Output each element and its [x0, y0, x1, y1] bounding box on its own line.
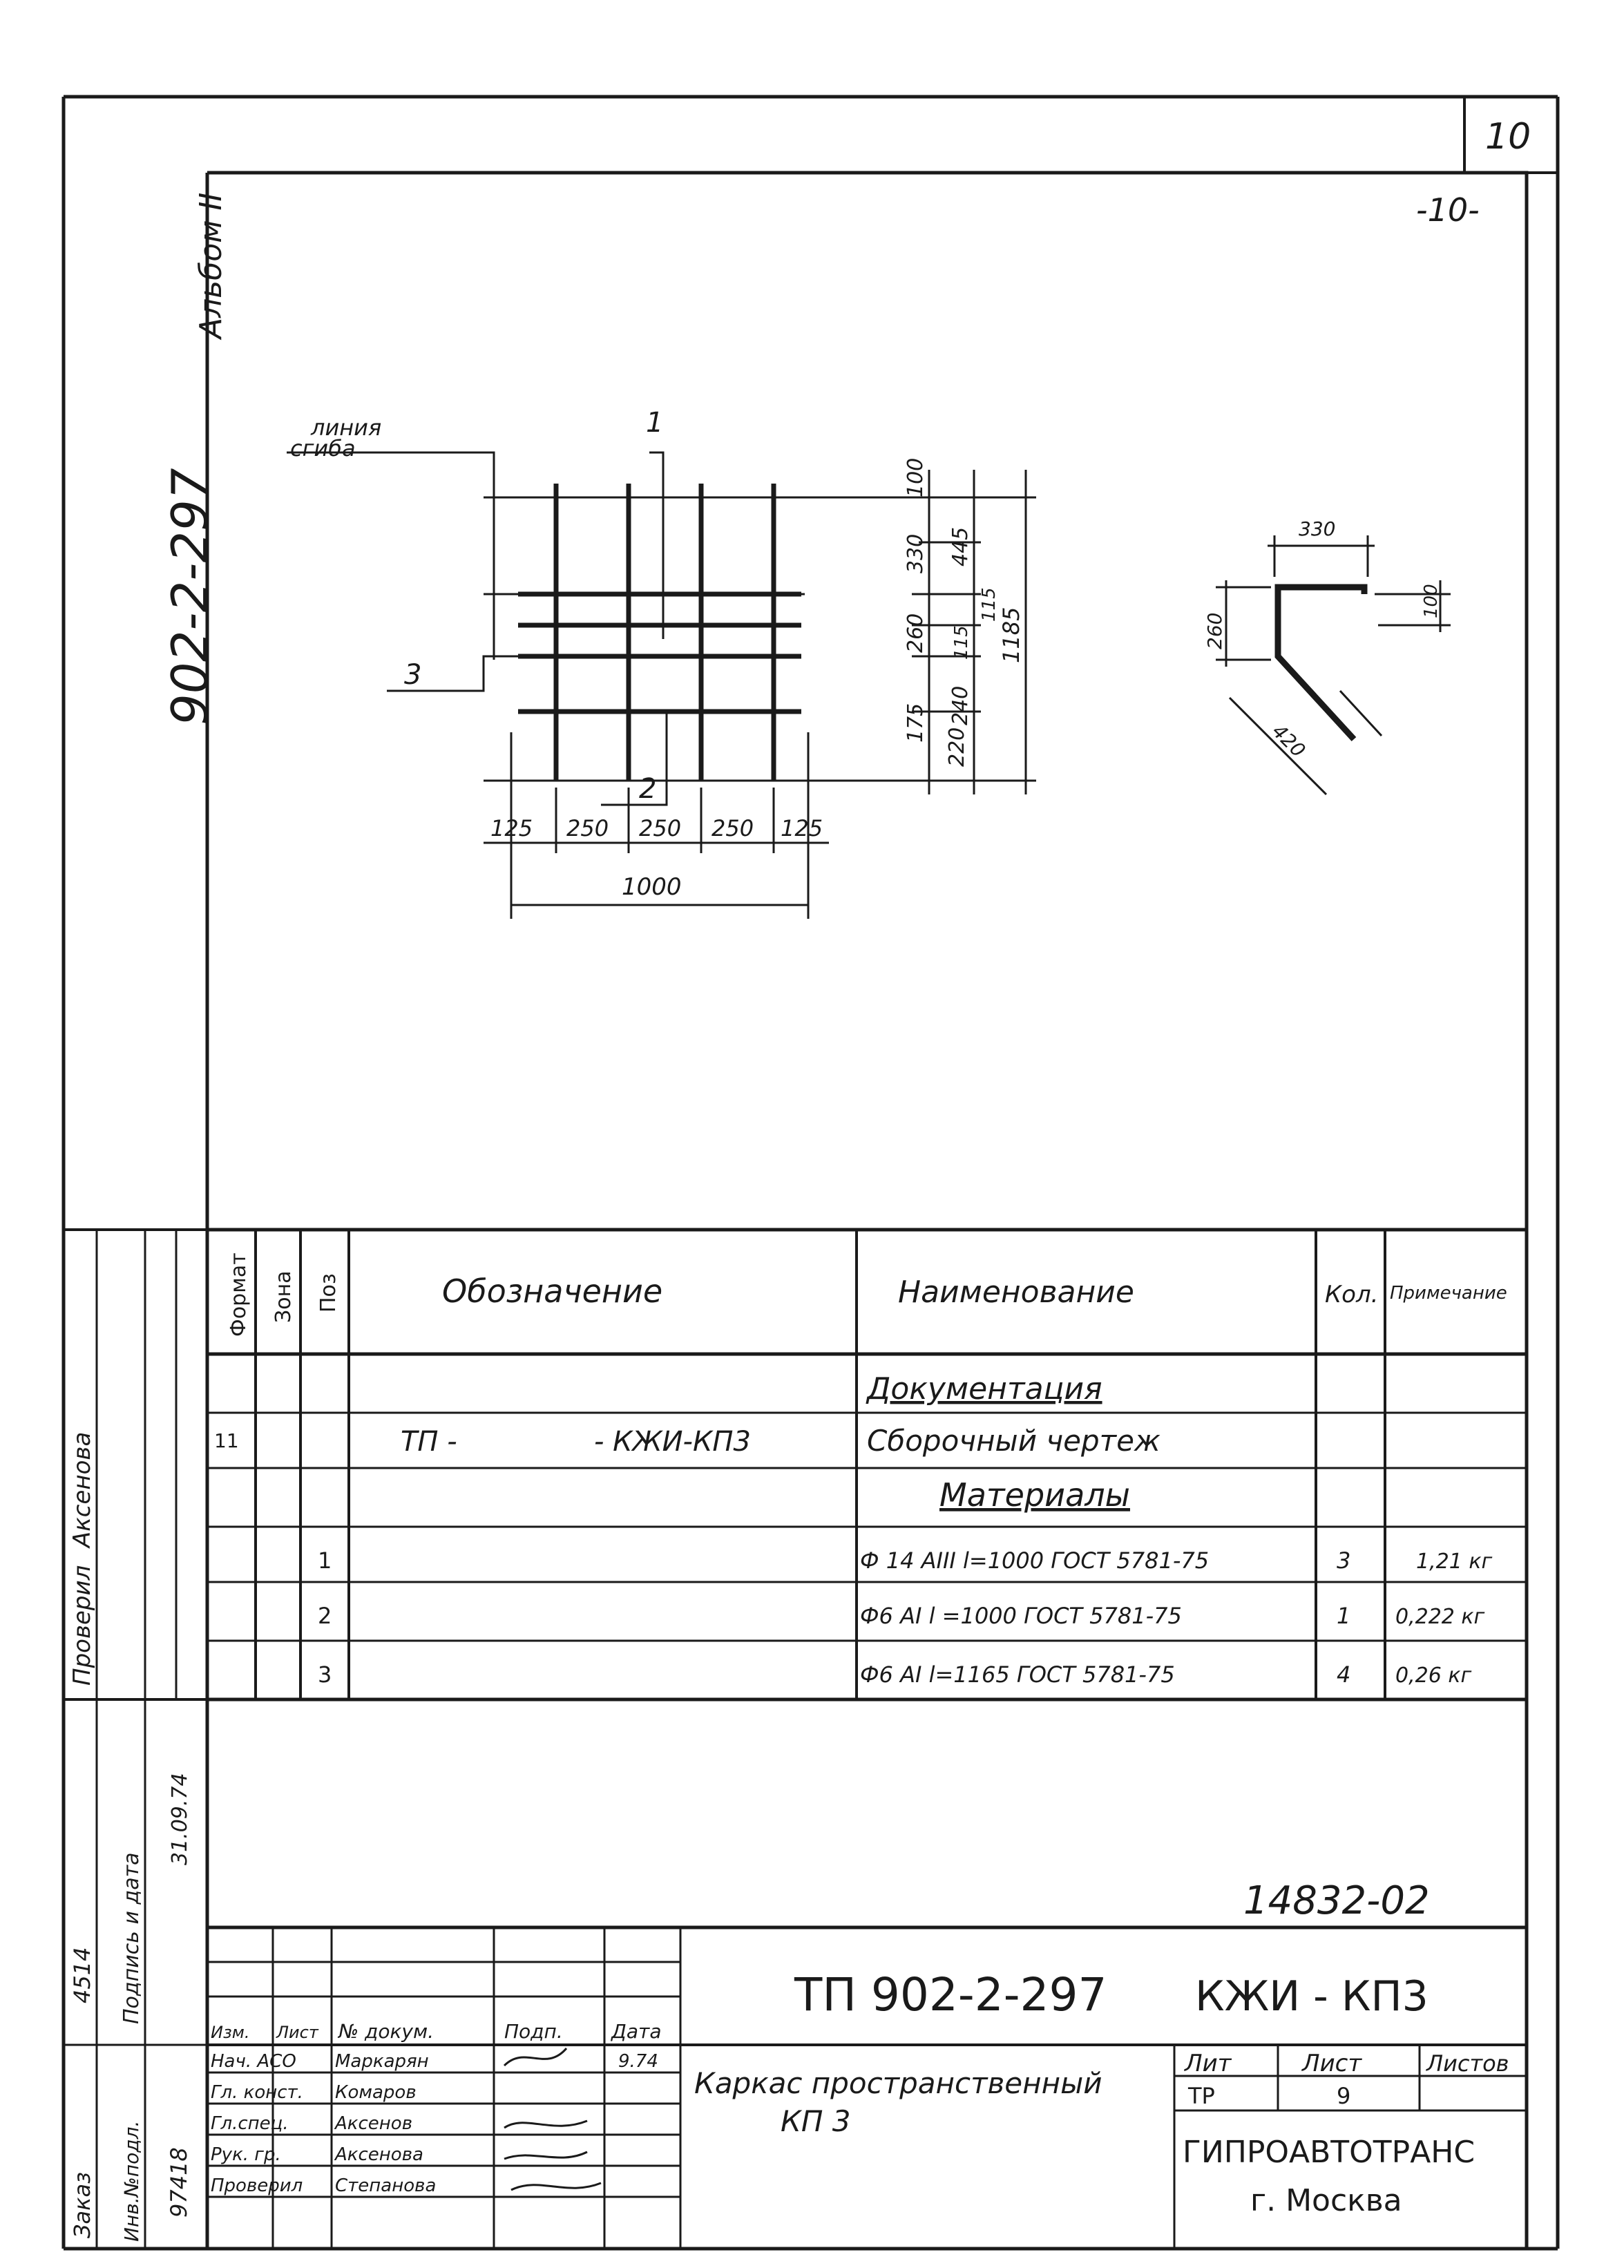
dim-right2-445: 445	[948, 526, 973, 566]
dim-right2-115b: 115	[979, 587, 1000, 622]
stamp-role-2: Гл. конст.	[211, 2082, 303, 2103]
specification-table	[207, 1230, 1527, 1699]
dim-right-220: 220	[945, 727, 969, 767]
spec-row-3-name: Ф6 АI l=1165 ГОСТ 5781-75	[860, 1661, 1175, 1688]
stamp-doc-code: ТП 902-2-297	[794, 1968, 1107, 2021]
stamp-date-1: 9.74	[618, 2051, 658, 2072]
side-checked-by: Проверил	[68, 1565, 96, 1686]
stamp-name-1: Маркарян	[335, 2051, 429, 2072]
spec-row-1-qty: 3	[1337, 1547, 1351, 1574]
stamp-col-date: Дата	[611, 2020, 662, 2043]
position-3-label: 3	[404, 659, 422, 691]
spec-row-2-name: Ф6 АI l =1000 ГОСТ 5781-75	[860, 1603, 1182, 1629]
dim-right-260: 260	[904, 613, 928, 653]
spec-row-1-note: 1,21 кг	[1416, 1550, 1493, 1574]
rebar-cage-drawing	[287, 407, 1451, 919]
stamp-name-3: Аксенов	[335, 2113, 413, 2134]
col-header-format: Формат	[227, 1252, 251, 1337]
spec-row-2-qty: 1	[1337, 1603, 1351, 1629]
side-project-code: 902-2-297	[161, 468, 219, 725]
dim-bottom-1: 125	[490, 815, 533, 841]
stamp-title-line2: КП 3	[781, 2104, 851, 2138]
dim-height: 1185	[998, 607, 1024, 663]
stamp-col-doc: № докум.	[338, 2020, 434, 2043]
side-order-label: Заказ	[69, 2171, 95, 2238]
detail-dim-420: 420	[1268, 719, 1310, 762]
signatures-icon	[504, 2048, 601, 2190]
side-signature-label: Подпись и дата	[120, 1852, 144, 2024]
detail-dim-260: 260	[1203, 612, 1226, 649]
stamp-city: г. Москва	[1250, 2183, 1402, 2218]
stamp-col-list: Лист	[276, 2023, 318, 2042]
stamp-col-izm: Изм.	[211, 2023, 250, 2042]
title-block	[207, 1878, 1527, 2249]
spec-row-3-qty: 4	[1337, 1661, 1351, 1688]
doc-row-designation-right: - КЖИ-КП3	[594, 1426, 751, 1458]
dim-right2-115a: 115	[951, 625, 972, 660]
stamp-lit-label: Лит	[1185, 2050, 1232, 2077]
side-inv-no: 97418	[166, 2147, 192, 2218]
stamp-role-1: Нач. АСО	[211, 2051, 296, 2072]
page-label: -10-	[1416, 191, 1480, 229]
doc-row-designation-left: ТП -	[401, 1426, 457, 1458]
side-signature-date: 31.09.74	[168, 1773, 192, 1865]
stamp-mark: КЖИ - КП3	[1195, 1972, 1429, 2021]
spec-row-1-pos: 1	[318, 1547, 332, 1574]
stamp-drawing-number: 14832-02	[1243, 1878, 1430, 1923]
spec-row-2-note: 0,222 кг	[1395, 1605, 1485, 1629]
spec-row-2-pos: 2	[318, 1603, 332, 1629]
dim-bottom-3: 250	[639, 815, 682, 841]
col-header-qty: Кол.	[1325, 1281, 1379, 1308]
doc-row-name: Сборочный чертеж	[867, 1424, 1160, 1458]
fold-line-label-2: сгиба	[290, 435, 356, 461]
dim-right-330: 330	[904, 533, 928, 573]
col-header-name: Наименование	[898, 1275, 1134, 1310]
dim-right-175: 175	[904, 703, 928, 743]
stamp-name-5: Степанова	[335, 2175, 437, 2196]
spec-row-3-note: 0,26 кг	[1395, 1664, 1472, 1688]
dim-right-100: 100	[904, 457, 928, 497]
stamp-title-line1: Каркас пространственный	[694, 2066, 1102, 2100]
col-header-pos: Поз	[316, 1273, 341, 1313]
stamp-sheets-label: Листов	[1426, 2050, 1509, 2077]
side-inv-label: Инв.№подл.	[120, 2120, 143, 2242]
position-1-label: 1	[646, 407, 664, 439]
stamp-sheet-label: Лист	[1302, 2050, 1362, 2077]
spec-row-3-pos: 3	[318, 1661, 332, 1688]
dim-total: 1000	[622, 873, 682, 901]
detail-dim-100: 100	[1421, 584, 1442, 618]
fold-line-label-1: линия	[311, 414, 382, 441]
section-materials: Материалы	[939, 1476, 1130, 1514]
dim-bottom-4: 250	[711, 815, 754, 841]
stamp-lit-value: ТР	[1188, 2083, 1215, 2109]
corner-page-number: 10	[1485, 116, 1531, 158]
doc-row-format: 11	[214, 1429, 239, 1452]
side-order-no: 4514	[69, 1947, 95, 2003]
stamp-org: ГИПРОАВТОТРАНС	[1183, 2135, 1475, 2170]
dim-bottom-5: 125	[781, 815, 823, 841]
side-stamp	[64, 1230, 207, 2249]
album-label: Альбом II	[193, 192, 229, 339]
col-header-zone: Зона	[271, 1270, 296, 1323]
col-header-note: Примечание	[1390, 1283, 1507, 1304]
stamp-role-4: Рук. гр.	[211, 2144, 281, 2165]
stamp-col-sign: Подп.	[504, 2020, 563, 2043]
stamp-name-4: Аксенова	[335, 2144, 423, 2165]
stamp-role-5: Проверил	[211, 2175, 303, 2196]
col-header-designation: Обозначение	[442, 1273, 663, 1310]
detail-dim-330: 330	[1299, 517, 1336, 540]
stamp-role-3: Гл.спец.	[211, 2113, 289, 2134]
stamp-name-2: Комаров	[335, 2082, 417, 2103]
stamp-sheet-value: 9	[1337, 2083, 1351, 2109]
position-2-label: 2	[639, 773, 657, 805]
side-checked-name: Аксенова	[68, 1431, 96, 1547]
dim-right2-240: 240	[948, 685, 973, 725]
dim-bottom-2: 250	[566, 815, 609, 841]
spec-row-1-name: Ф 14 АIII l=1000 ГОСТ 5781-75	[860, 1547, 1210, 1574]
section-documentation: Документация	[867, 1371, 1102, 1407]
